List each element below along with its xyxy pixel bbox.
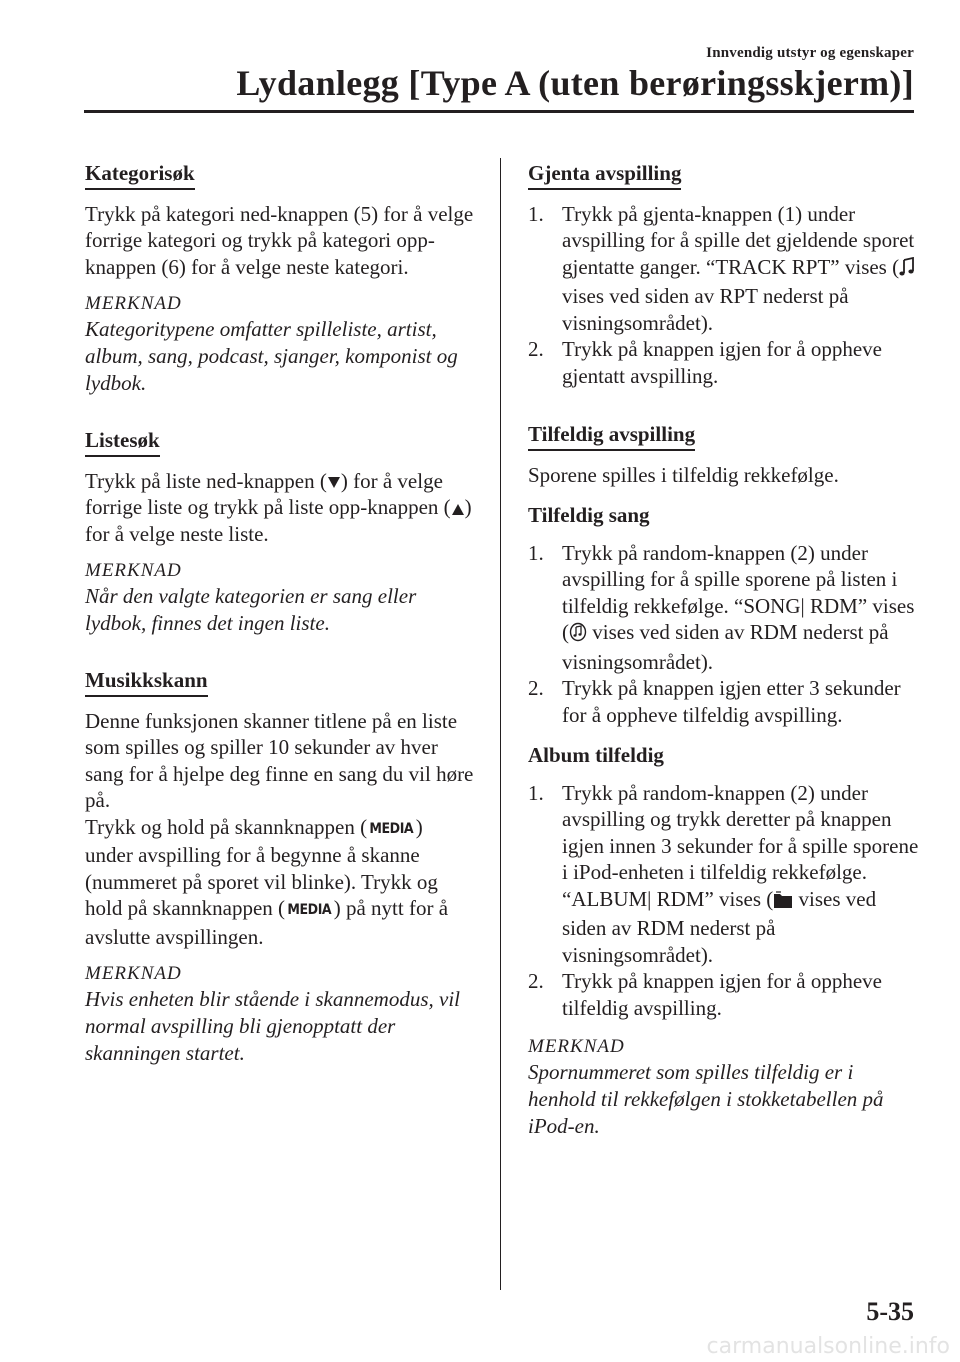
- step-text-b: vises ved siden av RPT nederst på visningsområdet).: [562, 284, 849, 335]
- section-title-gjenta: Gjenta avspilling: [528, 160, 681, 190]
- listesok-body-part-b: ) for å velge forrige liste og trykk på liste opp-knappen (: [85, 468, 451, 519]
- shuffle-song-icon: [569, 622, 587, 649]
- step-number: 1.: [528, 780, 544, 805]
- music-note-icon: [899, 257, 915, 284]
- list-item: [528, 968, 923, 1021]
- note-label: MERKNAD: [85, 560, 182, 581]
- tilfeldig-sang-steps: [528, 540, 923, 729]
- section-title-musikkskann: Musikkskann: [85, 667, 208, 697]
- media-button-icon: MEDIA: [287, 902, 332, 918]
- subheading-tilfeldig-sang: Tilfeldig sang: [528, 503, 650, 527]
- musikkskann-body-part-b: ) under avspilling for å begynne å skanne (nummeret på sporet vil blinke). Trykk og hold på skannknappen (: [85, 814, 438, 920]
- step-number: 2.: [528, 337, 544, 361]
- header-rule: [84, 110, 914, 113]
- list-item: [528, 675, 923, 728]
- step-text: Trykk på knappen igjen for å oppheve tilfeldig avspilling.: [562, 969, 882, 1020]
- media-button-icon: MEDIA: [369, 820, 414, 837]
- step-text-b: vises ved siden av RDM nederst på visningsområdet).: [562, 620, 889, 674]
- step-text: Trykk på knappen igjen for å oppheve gjentatt avspilling.: [562, 337, 882, 388]
- step-text-a: Trykk på random-knappen (2) under avspilling for å spille sporene på listen i tilfeldig rekkefølge. “SONG| RDM” vises (: [562, 540, 915, 644]
- watermark: carmanualsonline.info: [706, 1334, 950, 1359]
- note-text: Når den valgte kategorien er sang eller lydbok, finnes det ingen liste.: [85, 584, 417, 635]
- step-number: 2.: [528, 676, 544, 700]
- note-label: MERKNAD: [85, 293, 182, 314]
- note-text: Kategoritypene omfatter spilleliste, artist, album, sang, podcast, sjanger, komponist og lydbok.: [85, 317, 458, 395]
- note-text: Hvis enheten blir stående i skannemodus, vil normal avspilling bli gjenopptatt der skanningen startet.: [85, 987, 461, 1065]
- list-item: [528, 540, 923, 676]
- subheading-album-tilfeldig: Album tilfeldig: [528, 743, 664, 767]
- listesok-body-part-a: Trykk på liste ned-knappen (: [85, 468, 327, 493]
- right-column: [528, 160, 923, 1152]
- musikkskann-body-2: [85, 814, 475, 951]
- step-number: 2.: [528, 969, 544, 993]
- note-text: Spornummeret som spilles tilfeldig er i henhold til rekkefølgen i stokketabellen på iPod-en.: [528, 1060, 884, 1138]
- musikkskann-note: [85, 962, 475, 1067]
- note-label: MERKNAD: [85, 963, 182, 984]
- listesok-body-part-c: ) for å velge neste liste.: [85, 495, 472, 546]
- step-text: Trykk på knappen igjen etter 3 sekunder for å oppheve tilfeldig avspilling.: [562, 676, 901, 727]
- header-section-label: Innvendig utstyr og egenskaper: [706, 45, 914, 61]
- kategorisok-body: Trykk på kategori ned-knappen (5) for å velge forrige kategori og trykk på kategori opp-knappen (6) for å velge neste kategori.: [85, 201, 474, 279]
- musikkskann-body-part-a: Trykk og hold på skannknappen (: [85, 814, 368, 839]
- column-divider: [500, 158, 501, 1290]
- page-number: 5-35: [866, 1297, 914, 1326]
- section-title-kategorisok: Kategorisøk: [85, 160, 195, 190]
- kategorisok-note: [85, 292, 475, 397]
- gjenta-steps: [528, 201, 923, 390]
- step-text-a: Trykk på gjenta-knappen (1) under avspilling for å spille det gjeldende sporet gjentatte ganger. “TRACK RPT” vises (: [562, 201, 915, 279]
- note-label: MERKNAD: [528, 1036, 625, 1057]
- album-tilfeldig-note: [528, 1035, 923, 1140]
- musikkskann-body-part-c: ) på nytt for å avslutte avspillingen.: [85, 896, 449, 949]
- list-item: [528, 780, 923, 969]
- listesok-note: [85, 559, 475, 637]
- left-column: [85, 160, 475, 1079]
- section-title-tilfeldig: Tilfeldig avspilling: [528, 421, 695, 451]
- section-title-listesok: Listesøk: [85, 427, 160, 457]
- arrow-up-icon: [452, 504, 464, 515]
- step-number: 1.: [528, 201, 544, 226]
- list-item: [528, 201, 923, 337]
- step-number: 1.: [528, 540, 544, 565]
- tilfeldig-body: Sporene spilles i tilfeldig rekkefølge.: [528, 462, 839, 487]
- page-title: Lydanlegg [Type A (uten berøringsskjerm)]: [236, 63, 914, 103]
- listesok-body: [85, 468, 475, 548]
- step-text-b: vises ved siden av RDM nederst på visningsområdet).: [562, 886, 877, 967]
- arrow-down-icon: [328, 477, 340, 488]
- list-item: [528, 336, 923, 389]
- folder-icon: [773, 889, 793, 916]
- album-tilfeldig-steps: [528, 780, 923, 1022]
- musikkskann-body-1: Denne funksjonen skanner titlene på en liste som spilles og spiller 10 sekunder av hver sang for å hjelpe deg finne en sang du vil høre på.: [85, 708, 474, 812]
- step-text-a: Trykk på random-knappen (2) under avspilling og trykk deretter på knappen igjen innen 3 sekunder for å spille sporene i iPod-enheten i tilfeldig rekkefølge. “ALBUM| RDM” vises (: [562, 780, 919, 911]
